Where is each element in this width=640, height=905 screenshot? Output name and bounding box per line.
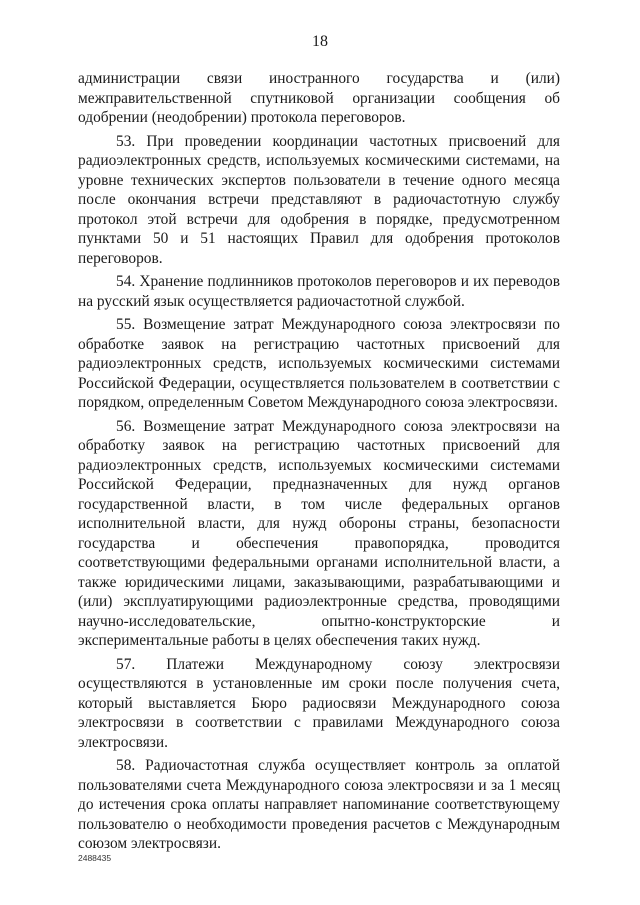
paragraph-57: 57. Платежи Международному союзу электросвязи осуществляются в установленные им сроки после получения счета, который выставляется Бюро радиосвязи Международного союза электросвязи в соответствии с правилами Международного союза электросвязи. [78, 655, 560, 751]
document-body [78, 69, 560, 858]
paragraph-55: 55. Возмещение затрат Международного союза электросвязи по обработке заявок на регистрацию частотных присвоений для радиоэлектронных средств, используемых космическими системами Российской Федерации, осуществляется пользователем в соответствии с порядком, определенным Советом Международного союза электросвязи. [78, 316, 560, 411]
paragraph-58: 58. Радиочастотная служба осуществляет контроль за оплатой пользователями счета Международного союза электросвязи и за 1 месяц до истечения срока оплаты направляет напоминание соответствующему пользователю о необходимости проведения расчетов с Международным союзом электросвязи. [78, 757, 560, 852]
page-number: 18 [312, 33, 328, 50]
paragraph-53: 53. При проведении координации частотных присвоений для радиоэлектронных средств, используемых космическими системами, на уровне технических экспертов пользователи в течение одного месяца после окончания встречи представляют в радиочастотную службу протокол этой встречи для одобрения в порядке, предусмотренном пунктами 50 и 51 настоящих Правил для одобрения протоколов переговоров. [78, 132, 560, 267]
paragraph-56: 56. Возмещение затрат Международного союза электросвязи на обработку заявок на регистрацию частотных присвоений для радиоэлектронных средств, используемых космическими системами Российской Федерации, предназначенных для нужд органов государственной власти, в том числе федеральных органов исполнительной власти, для нужд обороны страны, безопасности государства и обеспечения правопорядка, проводится соответствующими федеральными органами исполнительной власти, а также юридическими лицами, заказывающими, разрабатывающими и (или) эксплуатирующими радиоэлектронные средства, проводящими научно-исследовательские, опытно-конструкторские и экспериментальные работы в целях обеспечения таких нужд. [78, 417, 560, 649]
paragraph-continuation: администрации связи иностранного государства и (или) межправительственной спутниковой организации сообщения об одобрении (неодобрении) протокола переговоров. [78, 70, 560, 126]
document-code: 2488435 [78, 853, 112, 863]
paragraph-54: 54. Хранение подлинников протоколов переговоров и их переводов на русский язык осуществляется радиочастотной службой. [78, 273, 560, 310]
